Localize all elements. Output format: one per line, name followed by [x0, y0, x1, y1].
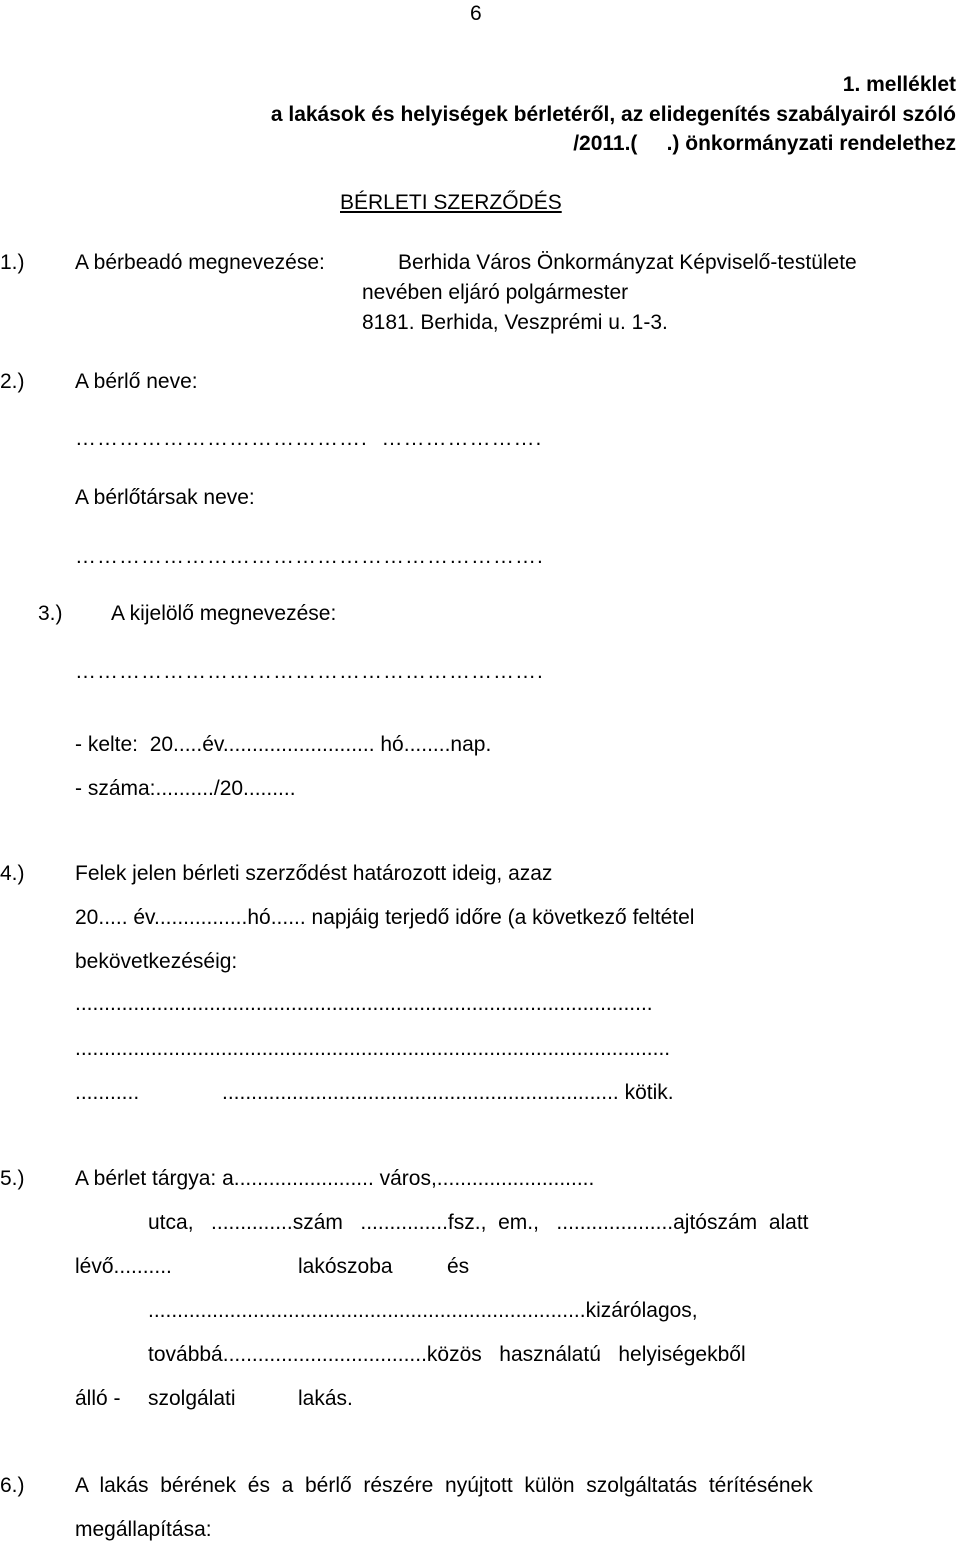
term-line-3: bekövetkezéséig: [75, 950, 238, 973]
subject-line-6a: álló - [75, 1387, 121, 1410]
page-number: 6 [470, 2, 482, 25]
section-1-label: A bérbeadó megnevezése: [75, 251, 325, 274]
term-dots-3b: .................................................................... kötik. [222, 1081, 674, 1104]
section-1-number: 1.) [0, 251, 25, 274]
annex-line2: /2011.( .) önkormányzati rendelethez [573, 132, 956, 155]
reference-number: - száma:........../20......... [75, 777, 296, 800]
tenant-name-field: …………………………………. …………………. [75, 427, 543, 450]
rent-line-1: A lakás bérének és a bérlő részére nyújtott külön szolgáltatás térítésének [75, 1474, 813, 1497]
section-5-number: 5.) [0, 1167, 25, 1190]
term-dots-2: ...................................................................................................... [75, 1037, 671, 1060]
subject-line-6c: lakás. [298, 1387, 353, 1410]
subject-line-4: ...........................................................................kizárólagos, [148, 1299, 698, 1322]
rent-line-2: megállapítása: [75, 1518, 212, 1541]
section-4-number: 4.) [0, 862, 25, 885]
term-dots-1: ................................................................................................... [75, 992, 653, 1015]
co-tenants-label: A bérlőtársak neve: [75, 486, 255, 509]
designator-label: A kijelölő megnevezése: [111, 602, 337, 625]
subject-line-1: A bérlet tárgya: a........................ város,........................... [75, 1167, 595, 1190]
annex-line1: a lakások és helyiségek bérletéről, az elidegenítés szabályairól szóló [270, 103, 956, 126]
section-2-number: 2.) [0, 370, 25, 393]
section-3-number: 3.) [38, 602, 63, 625]
lessor-representative: nevében eljáró polgármester [362, 281, 629, 304]
co-tenants-field: ………………………………………………………. [75, 545, 544, 568]
contract-title: BÉRLETI SZERZŐDÉS [340, 191, 562, 214]
subject-line-5: továbbá...................................közös használatú helyiségekből [148, 1343, 746, 1366]
term-line-1: Felek jelen bérleti szerződést határozott ideig, azaz [75, 862, 553, 885]
designator-field: ………………………………………………………. [75, 660, 544, 683]
annex-label: 1. melléklet [842, 73, 956, 96]
issue-date: - kelte: 20.....év.......................... hó........nap. [75, 733, 492, 756]
subject-line-3a: lévő.......... [75, 1255, 172, 1278]
subject-line-3b: lakószoba [298, 1255, 393, 1278]
subject-line-6b: szolgálati [148, 1387, 236, 1410]
subject-line-2: utca, ..............szám ...............fsz., em., ....................ajtószám alatt [148, 1211, 809, 1234]
tenant-name-label: A bérlő neve: [75, 370, 198, 393]
term-dots-3a: ........... [75, 1081, 140, 1104]
section-6-number: 6.) [0, 1474, 25, 1497]
lessor-address: 8181. Berhida, Veszprémi u. 1-3. [362, 311, 668, 334]
lessor-name: Berhida Város Önkormányzat Képviselő-testülete [398, 251, 857, 274]
term-line-2: 20..... év................hó...... napjáig terjedő időre (a következő feltétel [75, 906, 695, 929]
subject-line-3c: és [447, 1255, 470, 1278]
